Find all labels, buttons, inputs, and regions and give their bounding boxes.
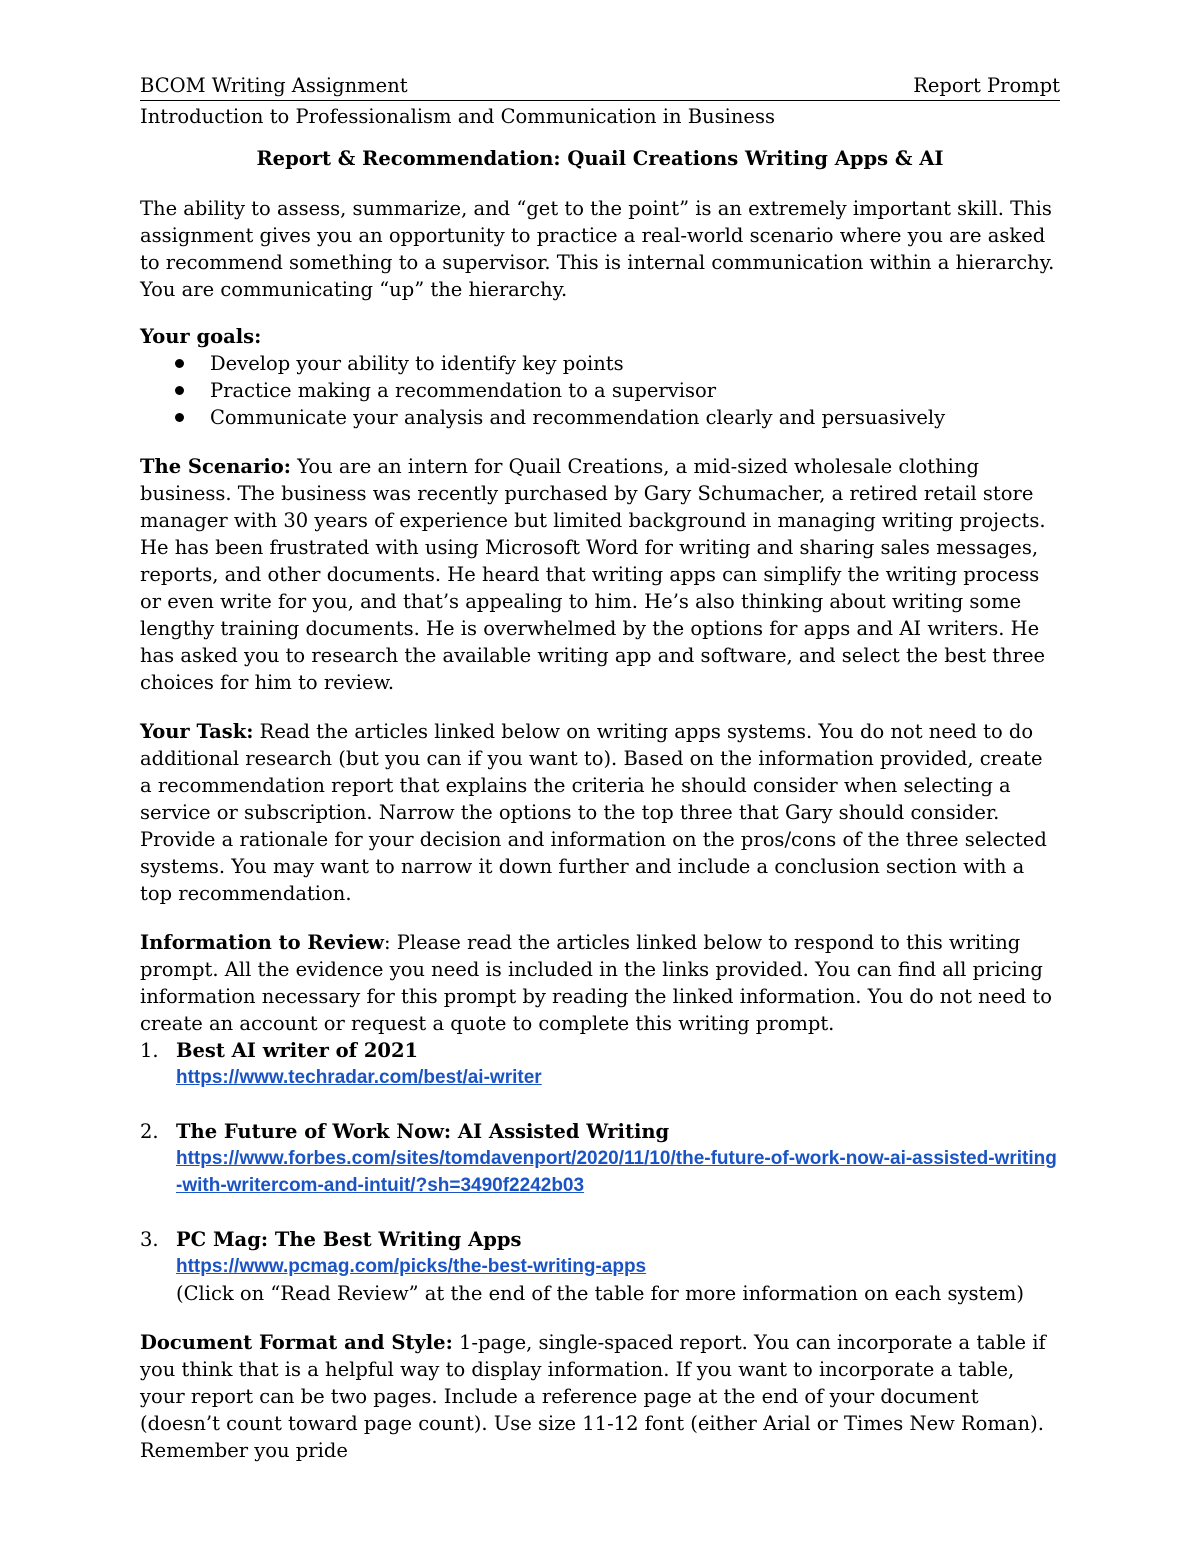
- reference-link[interactable]: https://www.techradar.com/best/ai-writer: [176, 1067, 542, 1088]
- goal-item: [140, 404, 1060, 431]
- scenario-text: You are an intern for Quail Creations, a mid-sized wholesale clothing business. The business was recently purchased by Gary Schumacher, a retired retail store manager with 30 years of experience but limited background in managing writing projects. He has been frustrated with using Microsoft Word for writing and sharing sales messages, reports, and other documents. He heard that writing apps can simplify the writing process or even write for you, and that’s appealing to him. He’s also thinking about writing some lengthy training documents. He is overwhelmed by the options for apps and AI writers. He has asked you to research the available writing app and software, and select the best three choices for him to review.: [140, 455, 1046, 694]
- reference-list: [140, 1037, 1060, 1307]
- bullet-icon: [175, 413, 184, 422]
- goal-text: Practice making a recommendation to a supervisor: [210, 379, 717, 402]
- reference-link[interactable]: https://www.forbes.com/sites/tomdavenport/2020/11/10/the-future-of-work-now-ai-assisted-writing-with-writercom-and-intuit/?sh=3490f2242b03: [176, 1148, 1057, 1196]
- reference-title: The Future of Work Now: AI Assisted Writing: [176, 1120, 670, 1143]
- goal-item: [140, 350, 1060, 377]
- reference-note: (Click on “Read Review” at the end of the table for more information on each system): [176, 1282, 1024, 1305]
- scenario-paragraph: [140, 453, 1060, 696]
- reference-item: [140, 1118, 1060, 1199]
- intro-paragraph: The ability to assess, summarize, and “get to the point” is an extremely important skill. This assignment gives you an opportunity to practice a real-world scenario where you are asked to recommend something to a supervisor. This is internal communication within a hierarchy. You are communicating “up” the hierarchy.: [140, 197, 1055, 301]
- review-text: : Please read the articles linked below to respond to this writing prompt. All the evidence you need is included in the links provided. You can find all pricing information necessary for this prompt by reading the linked information. You do not need to create an account or request a quote to complete this writing prompt.: [140, 931, 1052, 1035]
- course-subtitle: Introduction to Professionalism and Communication in Business: [140, 105, 775, 128]
- bullet-icon: [175, 386, 184, 395]
- scenario-label: The Scenario:: [140, 455, 291, 478]
- reference-title: Best AI writer of 2021: [176, 1039, 419, 1062]
- document-title: Report & Recommendation: Quail Creations Writing Apps & AI: [256, 147, 944, 170]
- reference-title: PC Mag: The Best Writing Apps: [176, 1228, 522, 1251]
- reference-number: 2.: [140, 1120, 159, 1143]
- goals-heading: Your goals:: [140, 325, 262, 348]
- page-header: [140, 72, 1060, 101]
- review-label: Information to Review: [140, 931, 384, 954]
- reference-link[interactable]: https://www.pcmag.com/picks/the-best-writing-apps: [176, 1256, 647, 1277]
- format-label: Document Format and Style:: [140, 1331, 453, 1354]
- format-text: 1-page, single-spaced report. You can incorporate a table if you think that is a helpful way to display information. If you want to incorporate a table, your report can be two pages. Include a reference page at the end of your document (doesn’t count toward page count). Use size 11-12 font (either Arial or Times New Roman). Remember you pride: [140, 1331, 1046, 1462]
- header-doc-type: Report Prompt: [913, 74, 1060, 97]
- task-text: Read the articles linked below on writing apps systems. You do not need to do additional research (but you can if you want to). Based on the information provided, create a recommendation report that explains the criteria he should consider when selecting a service or subscription. Narrow the options to the top three that Gary should consider. Provide a rationale for your decision and information on the pros/cons of the three selected systems. You may want to narrow it down further and include a conclusion section with a top recommendation.: [140, 720, 1047, 905]
- bullet-icon: [175, 359, 184, 368]
- goal-item: [140, 377, 1060, 404]
- reference-item: [140, 1037, 1060, 1091]
- goal-text: Communicate your analysis and recommendation clearly and persuasively: [210, 406, 946, 429]
- header-course: BCOM Writing Assignment: [140, 74, 408, 97]
- reference-number: 1.: [140, 1039, 159, 1062]
- review-paragraph: [140, 929, 1060, 1037]
- task-label: Your Task:: [140, 720, 254, 743]
- goal-text: Develop your ability to identify key points: [210, 352, 624, 375]
- reference-item: [140, 1226, 1060, 1307]
- goals-list: [140, 350, 1060, 431]
- task-paragraph: [140, 718, 1060, 907]
- reference-number: 3.: [140, 1228, 159, 1251]
- format-paragraph: [140, 1329, 1060, 1464]
- document-page: [140, 72, 1060, 1464]
